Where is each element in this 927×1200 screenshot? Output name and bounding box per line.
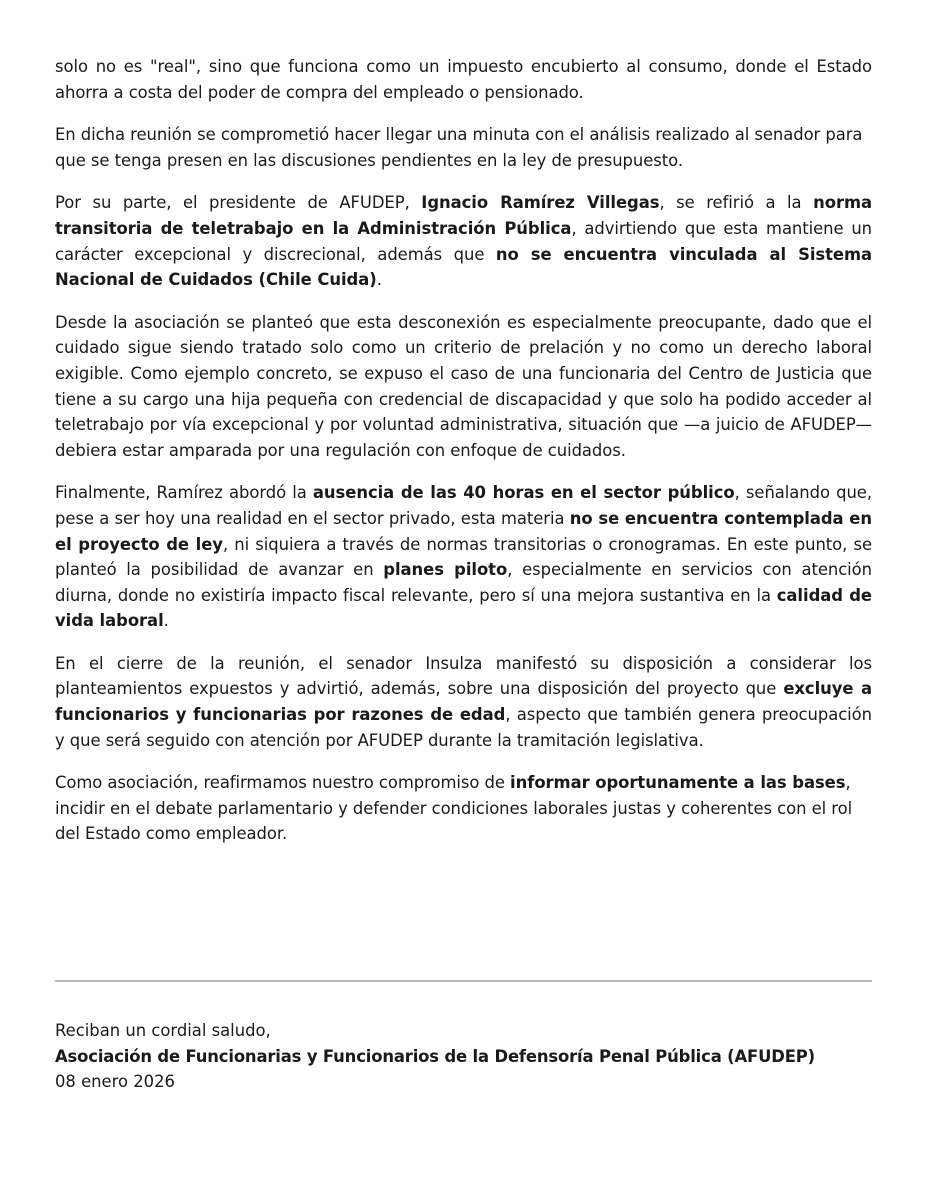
bold-text-segment: no se encuentra contemplada en el proyecto de ley — [55, 508, 872, 554]
text-segment: . — [163, 611, 169, 631]
text-segment: Desde la asociación se planteó que esta desconexión es especialmente preocupante, dado que el cuidado sigue siendo tratado solo como un criterio de prelación y no como un derecho laboral exigible. Como ejemplo concreto, se expuso el caso de una funcionaria del Centro de Justicia que tiene a su cargo una hija pequeña con credencial de discapacidad y que solo ha podido acceder al teletrabajo por vía excepcional y por voluntad administrativa, situación que —a juicio de AFUDEP— debiera estar amparada por una regulación con enfoque de cuidados. — [55, 312, 872, 460]
text-segment: , ni siquiera a través de normas transitorias o cronogramas. En este punto, se planteó la posibilidad de avanzar en — [55, 534, 872, 580]
text-segment: , especialmente en servicios con atención diurna, donde no existiría impacto fiscal relevante, pero sí una mejora sustantiva en la — [55, 560, 873, 605]
bold-text-segment: no se encuentra vinculada al Sistema Nacional de Cuidados (Chile Cuida) — [55, 244, 873, 290]
closing-greeting: Reciban un cordial saludo, — [55, 1021, 271, 1040]
text-segment: En dicha reunión se comprometió hacer llegar una minuta con el análisis realizado al senador para que se tenga presen en las discusiones pendientes en la ley de presupuesto. — [55, 125, 863, 170]
body-paragraph — [55, 310, 872, 464]
text-segment: , aspecto que también genera preocupación y que será seguido con atención por AFUDEP durante la tramitación legislativa. — [55, 705, 872, 750]
text-segment: , señalando que, pese a ser hoy una realidad en el sector privado, esta materia — [55, 483, 872, 528]
text-segment: En el cierre de la reunión, el senador Insulza manifestó su disposición a considerar los planteamientos expuestos y advirtió, además, sobre una disposición del proyecto que — [55, 653, 872, 699]
text-segment: . — [376, 270, 382, 290]
bold-text-segment: norma transitoria de teletrabajo en la Administración Pública — [55, 193, 873, 238]
document-date: 08 enero 2026 — [55, 1072, 175, 1092]
bold-text-segment: ausencia de las 40 horas en el sector público — [312, 483, 735, 503]
bold-text-segment: calidad de vida laboral — [55, 585, 872, 631]
closing-block — [55, 1018, 895, 1095]
text-segment: , advirtiendo que esta mantiene un carácter excepcional y discrecional, además que — [55, 218, 872, 264]
body-paragraph — [55, 651, 872, 753]
body-paragraph — [55, 122, 872, 173]
body-paragraph — [55, 480, 872, 634]
text-segment: , se refirió a la — [659, 193, 814, 213]
section-divider — [55, 980, 872, 982]
bold-text-segment: excluye a funcionarios y funcionarias por razones de edad — [55, 679, 872, 725]
text-segment: Por su parte, el presidente de AFUDEP, — [55, 193, 422, 213]
bold-text-segment: informar oportunamente a las bases — [510, 773, 846, 793]
body-paragraph — [55, 770, 872, 847]
body-paragraph — [55, 54, 872, 105]
bold-text-segment: Ignacio Ramírez Villegas — [421, 193, 660, 213]
document-body — [55, 54, 872, 864]
bold-text-segment: planes piloto — [383, 560, 508, 580]
text-segment: solo no es "real", sino que funciona como un impuesto encubierto al consumo, donde el Estado ahorra a costa del poder de compra del empleado o pensionado. — [55, 57, 872, 102]
text-segment: Como asociación, reafirmamos nuestro compromiso de — [55, 773, 511, 793]
body-paragraph — [55, 190, 872, 292]
organization-name: Asociación de Funcionarias y Funcionarios de la Defensoría Penal Pública (AFUDEP) — [55, 1046, 815, 1066]
text-segment: Finalmente, Ramírez abordó la — [55, 483, 313, 503]
text-segment: , incidir en el debate parlamentario y defender condiciones laborales justas y coherentes con el rol del Estado como empleador. — [55, 773, 853, 844]
